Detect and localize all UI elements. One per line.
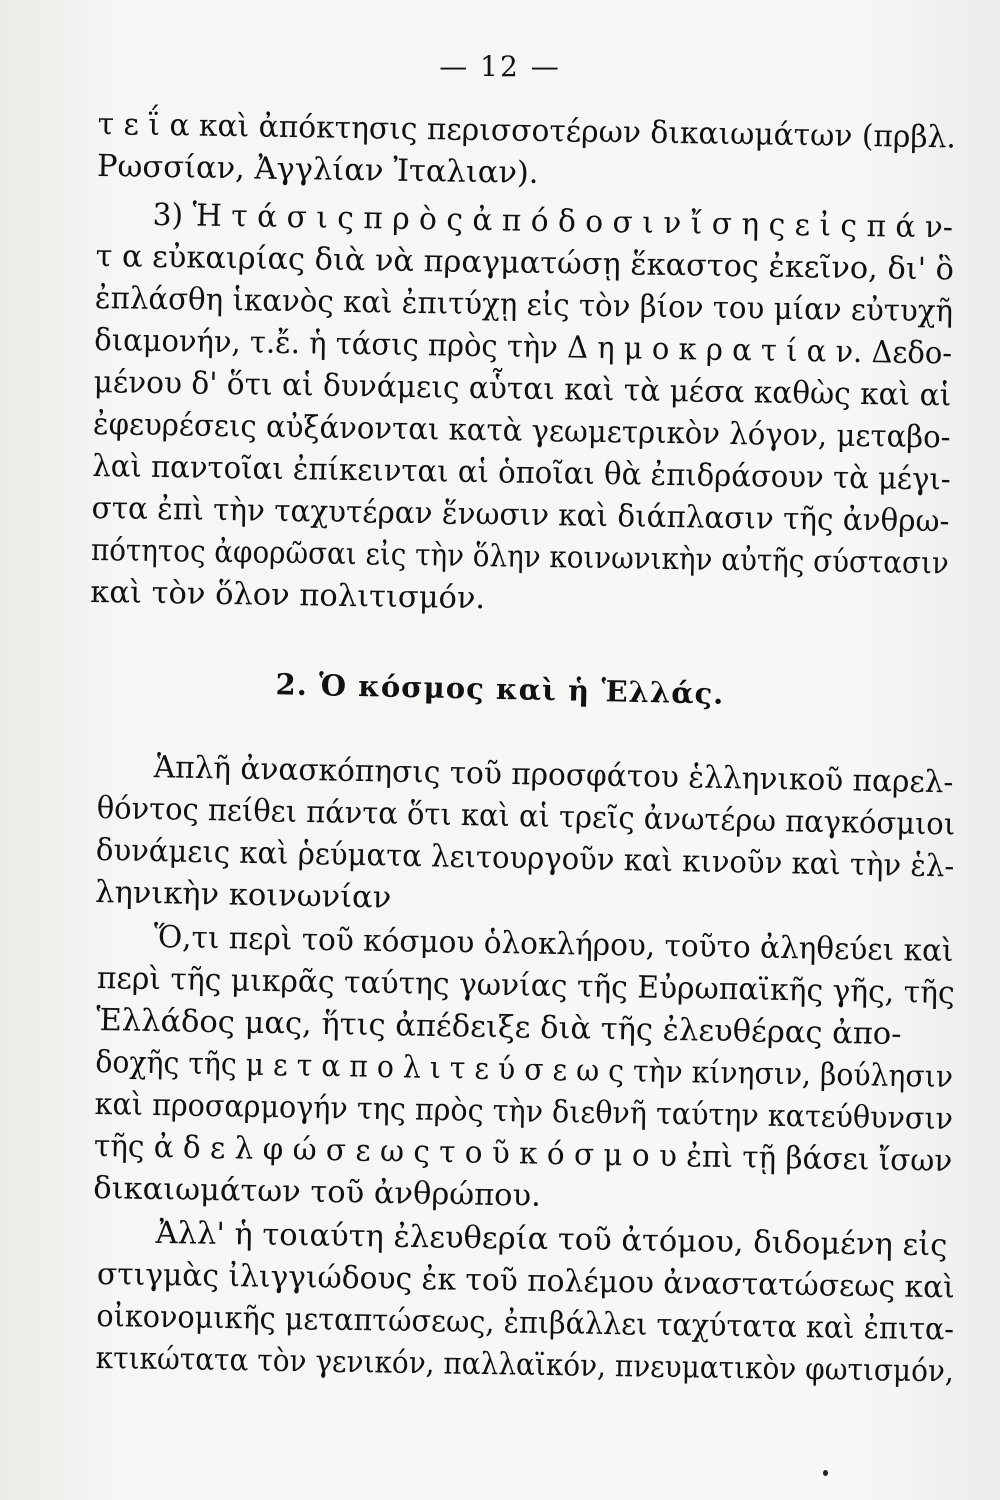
page-number: — 12 — [439, 50, 561, 83]
text-line: τῆς ἀ δ ε λ φ ώ σ ε ω ς τ ο ῦ κ ό σ μ ο υ ἐπὶ τῇ βάσει ἴσων [93, 1128, 953, 1179]
text-line: Ἑλλάδος μας, ἥτις ἀπέδειξε διὰ τῆς ἐλευθέρας ἀπο- [95, 1002, 902, 1053]
text-line: περὶ τῆς μικρᾶς ταύτης γωνίας τῆς Εὐρωπαϊκῆς γῆς, τῆς [96, 960, 955, 1011]
text-line: στα ἐπὶ τὴν ταχυτέραν ἕνωσιν καὶ διάπλασιν τῆς ἀνθρω- [91, 490, 950, 540]
text-line: θόντος πείθει πάντα ὅτι καὶ αἱ τρεῖς ἀνωτέρω παγκόσμιοι [96, 790, 956, 843]
text-line: 3) Ἡ τ ά σ ι ς π ρ ὸ ς ἀ π ό δ ο σ ι ν ἴ σ η ς ε ἰ ς π ά ν- [152, 197, 954, 246]
paragraph-1 [95, 746, 956, 930]
text-line: μένου δ' ὅτι αἱ δυνάμεις αὗται καὶ τὰ μέσα καθὼς καὶ αἱ [93, 364, 952, 414]
text-line: καὶ τὸν ὅλον πολιτισμόν. [90, 574, 486, 617]
text-line: καὶ προσαρμογήν της πρὸς τὴν διεθνῆ ταύτην κατεύθυνσιν [94, 1086, 954, 1137]
text-line: Ὅ,τι περὶ τοῦ κόσμου ὁλοκλήρου, τοῦτο ἀληθεύει καὶ [153, 919, 954, 969]
text-line: δοχῆς τῆς μ ε τ α π ο λ ι τ ε ύ σ ε ω ς τὴν κίνησιν, βούλησιν [95, 1044, 954, 1095]
text-line: στιγμὰς ἰλιγγιώδους ἐκ τοῦ πολέμου ἀναστατώσεως καὶ [96, 1256, 956, 1306]
text-line: λαὶ παντοῖαι ἐπίκεινται αἱ ὁποῖαι θὰ ἐπιδράσουν τὰ μέγι- [92, 448, 951, 498]
text-line: διαμονήν, τ.ἔ. ἡ τάσις πρὸς τὴν Δ η μ ο κ ρ α τ ί α ν. Δεδο- [94, 322, 953, 372]
text-line: τ α εὐκαιρίας διὰ νὰ πραγματώσῃ ἕκαστος ἐκεῖνο, δι' ὃ [95, 238, 955, 288]
text-line: κτικώτατα τὸν γενικόν, παλλαϊκόν, πνευματικὸν φωτισμόν, [95, 1340, 955, 1390]
text-line: Ρωσσίαν, Ἀγγλίαν Ἰταλιαν). [96, 148, 539, 191]
section-heading: 2. Ὁ κόσμος καὶ ἡ Ἑλλάς. [275, 667, 725, 711]
text-line: πότητος ἀφορῶσαι εἰς τὴν ὅλην κοινωνικὴν αὐτῆς σύστασιν [90, 532, 949, 582]
text-line: τ ε ΐ α καὶ ἀπόκτησις περισσοτέρων δικαιωμάτων (πρβλ. [97, 106, 957, 156]
text-line: οἰκονομικῆς μεταπτώσεως, ἐπιβάλλει ταχύτατα καὶ ἐπιτα- [96, 1298, 955, 1348]
text-line: ληνικὴν κοινωνίαν [94, 874, 392, 916]
text-line: Ἁπλῆ ἀνασκόπησις τοῦ προσφάτου ἑλληνικοῦ παρελ- [153, 750, 954, 801]
paragraph-2 [93, 916, 956, 1225]
text-line: ἐφευρέσεις αὐξάνονται κατὰ γεωμετρικὸν λόγον, μεταβο- [92, 406, 951, 456]
ink-speck [823, 1470, 828, 1476]
paragraph-top [90, 104, 956, 627]
text-line: δικαιωμάτων τοῦ ἀνθρώπου. [92, 1170, 542, 1214]
text-line: ἐπλάσθη ἱκανὸς καὶ ἐπιτύχῃ εἰς τὸν βίον του μίαν εὐτυχῆ [94, 280, 954, 330]
text-line: δυνάμεις καὶ ῥεύματα λειτουργοῦν καὶ κινοῦν καὶ τὴν ἑλ- [95, 832, 955, 885]
text-line: Ἀλλ' ἡ τοιαύτη ἐλευθερία τοῦ ἀτόμου, διδομένη εἰς [155, 1215, 948, 1264]
paragraph-3 [95, 1212, 956, 1393]
